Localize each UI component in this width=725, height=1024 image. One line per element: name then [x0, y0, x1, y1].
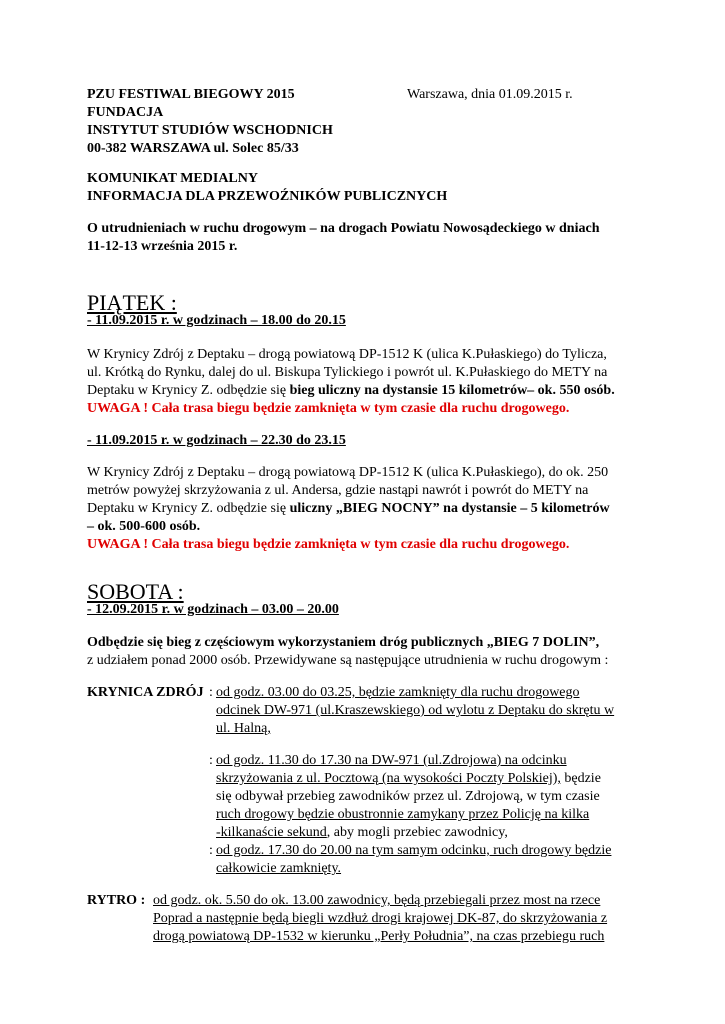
friday-b2-line-3 [87, 500, 610, 518]
org-line-2: FUNDACJA [87, 105, 164, 120]
document-date: Warszawa, dnia 01.09.2015 r. [407, 87, 573, 102]
friday-b1-line-1: W Krynicy Zdrój z Deptaku – drogą powiatową DP-1512 K (ulica K.Pułaskiego) do Tylicza, [87, 347, 607, 362]
friday-b2-line-3a: Deptaku w Krynicy Z. odbędzie się [87, 501, 290, 516]
saturday-intro-2: z udziałem ponad 2000 osób. Przewidywane są następujące utrudnienia w ruchu drogowym : [87, 653, 609, 668]
friday-heading: PIĄTEK : [87, 290, 177, 315]
krynica-p2-line-2 [216, 770, 601, 788]
friday-b1-line-3 [87, 382, 615, 400]
krynica-p2-line-5b: , aby mogli przebiec zawodnicy, [326, 825, 508, 840]
krynica-colon-1: : [209, 685, 213, 700]
friday-b2-warning: UWAGA ! Cała trasa biegu będzie zamknięta w tym czasie dla ruchu drogowego. [87, 537, 570, 552]
saturday-heading: SOBOTA : [87, 579, 184, 604]
rytro-line-3: drogą powiatową DP-1532 w kierunku „Perły Południa”, na czas przebiegu ruch [153, 929, 605, 944]
krynica-p2-line-5 [216, 824, 508, 842]
krynica-p1-line-3: ul. Halną, [216, 721, 271, 736]
krynica-p3-line-1: od godz. 17.30 do 20.00 na tym samym odcinku, ruch drogowy będzie [216, 843, 612, 858]
krynica-p2-line-3: się odbywał przebieg zawodników przez ul. Zdrojową, w tym czasie [216, 789, 600, 804]
rytro-label: RYTRO : [87, 893, 146, 908]
communique-subtitle: INFORMACJA DLA PRZEWOŹNIKÓW PUBLICZNYCH [87, 189, 448, 204]
org-line-4: 00-382 WARSZAWA ul. Solec 85/33 [87, 141, 299, 156]
friday-b1-line-3b: bieg uliczny na dystansie 15 kilometrów– ok. 550 osób. [289, 383, 615, 398]
krynica-p2-line-5a: -kilkanaście sekund [216, 825, 327, 840]
friday-b2-line-3b: uliczny „BIEG NOCNY” na dystansie – 5 kilometrów [289, 501, 610, 516]
org-line-1: PZU FESTIWAL BIEGOWY 2015 [87, 87, 295, 102]
krynica-p1-line-1: od godz. 03.00 do 03.25, będzie zamknięty dla ruchu drogowego [216, 685, 580, 700]
friday-time-1: - 11.09.2015 r. w godzinach – 18.00 do 20.15 [87, 313, 346, 328]
rytro-line-1: od godz. ok. 5.50 do ok. 13.00 zawodnicy, będą przebiegali przez most na rzece [153, 893, 601, 908]
saturday-intro-1: Odbędzie się bieg z częściowym wykorzystaniem dróg publicznych „BIEG 7 DOLIN”, [87, 635, 600, 650]
rytro-line-2: Poprad a następnie będą biegli wzdłuż drogi krajowej DK-87, do skrzyżowania z [153, 911, 608, 926]
friday-b2-line-1: W Krynicy Zdrój z Deptaku – drogą powiatową DP-1512 K (ulica K.Pułaskiego), do ok. 250 [87, 465, 609, 480]
krynica-colon-2: : [209, 753, 213, 768]
krynica-p2-line-2a: skrzyżowania z ul. Pocztową (na wysokości Poczty Polskiej), [216, 771, 561, 786]
krynica-p1-line-2: odcinek DW-971 (ul.Kraszewskiego) od wylotu z Deptaku do skrętu w [216, 703, 615, 718]
friday-b1-line-2: ul. Krótką do Rynku, dalej do ul. Biskupa Tylickiego i powrót ul. K.Pułaskiego do METY na [87, 365, 608, 380]
krynica-p2-line-2b: będzie [560, 771, 601, 786]
friday-b1-line-3a: Deptaku w Krynicy Z. odbędzie się [87, 383, 290, 398]
krynica-p2-line-1: od godz. 11.30 do 17.30 na DW-971 (ul.Zdrojowa) na odcinku [216, 753, 567, 768]
friday-time-2: - 11.09.2015 r. w godzinach – 22.30 do 23.15 [87, 433, 346, 448]
krynica-colon-3: : [209, 843, 213, 858]
krynica-p2-line-4: ruch drogowy będzie obustronnie zamykany przez Policję na kilka [216, 807, 590, 822]
org-line-3: INSTYTUT STUDIÓW WSCHODNICH [87, 123, 333, 138]
subject-line-2: 11-12-13 września 2015 r. [87, 239, 238, 254]
krynica-p3-line-2: całkowicie zamknięty. [216, 861, 342, 876]
subject-line-1: O utrudnieniach w ruchu drogowym – na drogach Powiatu Nowosądeckiego w dniach [87, 221, 600, 236]
communique-title: KOMUNIKAT MEDIALNY [87, 171, 258, 186]
friday-b1-warning: UWAGA ! Cała trasa biegu będzie zamknięta w tym czasie dla ruchu drogowego. [87, 401, 570, 416]
friday-b2-line-2: metrów powyżej skrzyżowania z ul. Andersa, gdzie nastąpi nawrót i powrót do METY na [87, 483, 589, 498]
saturday-time: - 12.09.2015 r. w godzinach – 03.00 – 20.00 [87, 602, 339, 617]
krynica-label: KRYNICA ZDRÓJ [87, 685, 204, 700]
friday-b2-line-4: – ok. 500-600 osób. [87, 519, 201, 534]
